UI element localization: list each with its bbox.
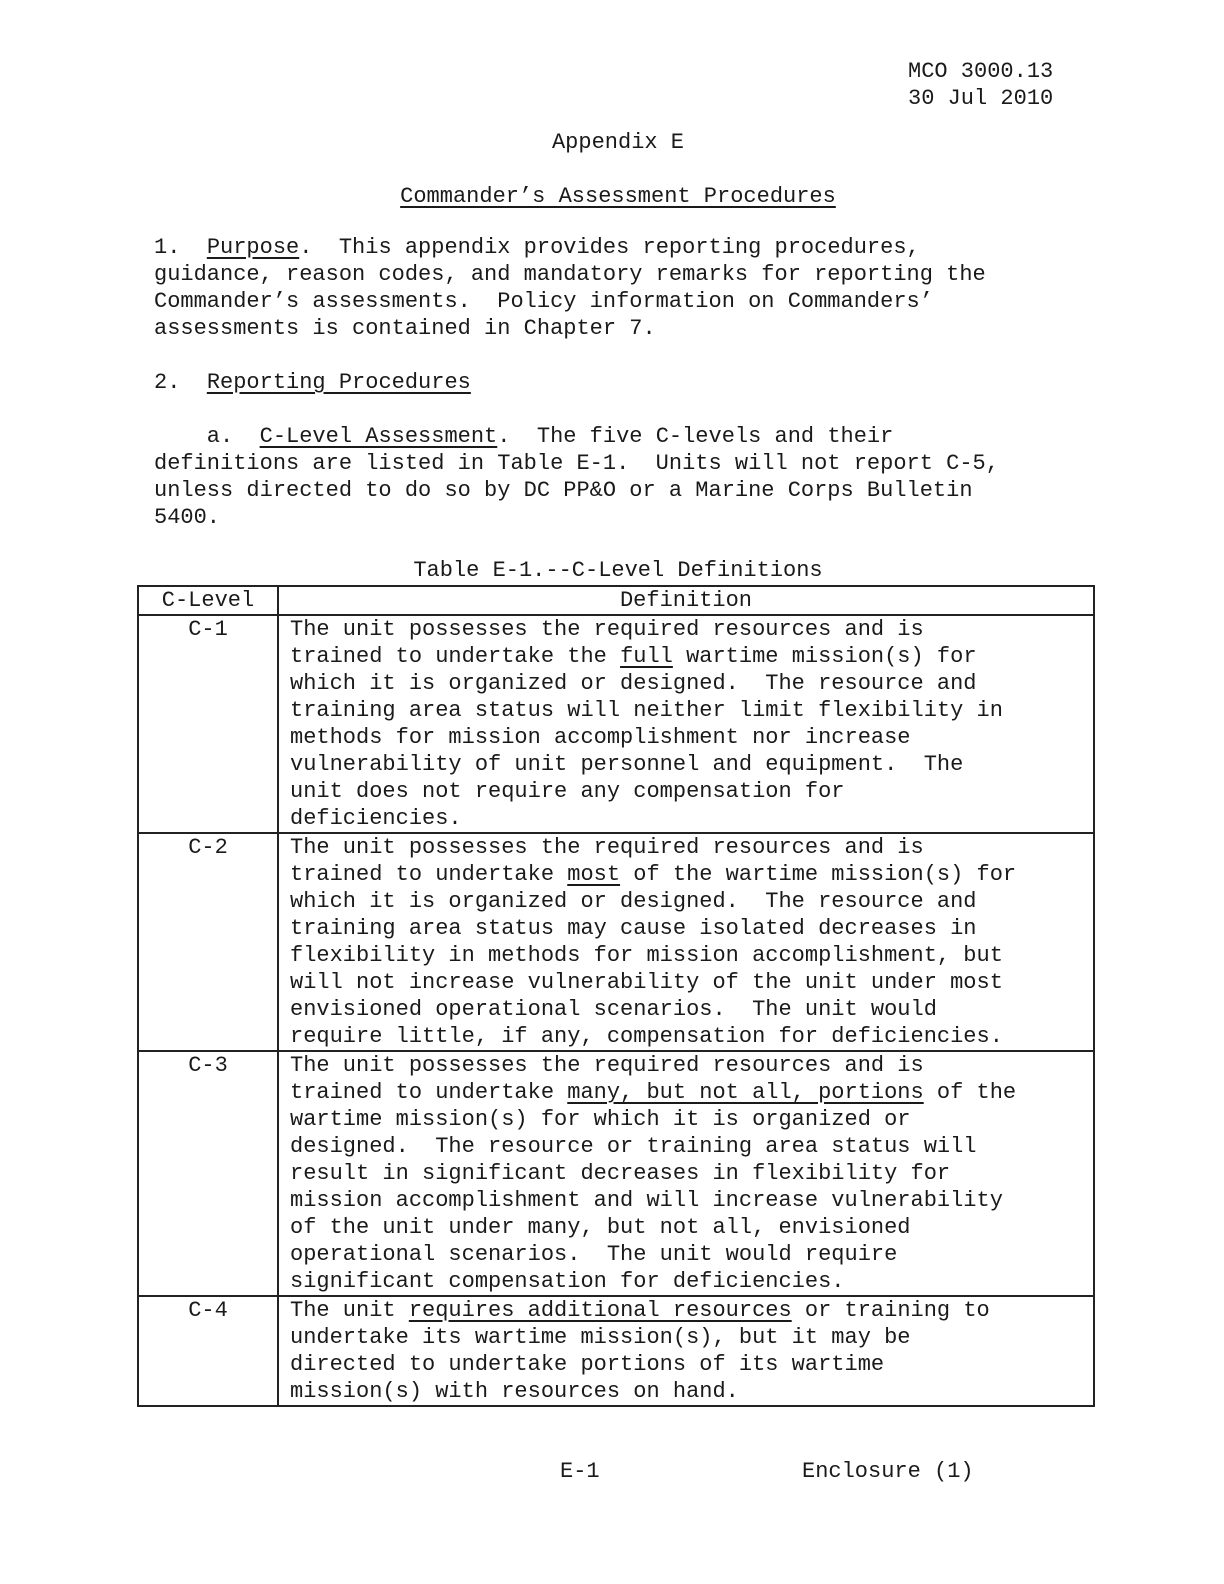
table-row xyxy=(138,615,1094,833)
subsection-heading: C-Level Assessment xyxy=(259,424,498,449)
order-date: 30 Jul 2010 xyxy=(908,86,1054,111)
page-title-text: Commander’s Assessment Procedures xyxy=(400,184,836,209)
definition-emphasis: full xyxy=(620,644,673,669)
c-level-cell: C-2 xyxy=(138,833,278,1051)
enclosure-label: Enclosure (1) xyxy=(802,1459,974,1484)
table-caption: Table E-1.--C-Level Definitions xyxy=(413,558,823,583)
definition-emphasis: most xyxy=(567,862,621,887)
subsection-body: . The five C-levels and their xyxy=(497,424,894,449)
column-header-definition: Definition xyxy=(278,586,1094,615)
definition-text: The unit possesses the required resources and is trained to undertake the xyxy=(290,617,924,669)
table-header-row xyxy=(138,586,1094,615)
definition-text: The unit possesses the required resources and is trained to undertake xyxy=(290,1053,924,1105)
section-purpose xyxy=(154,234,1084,342)
definition-emphasis: many, but not all, portions xyxy=(567,1080,924,1105)
subsection-label: a. xyxy=(154,424,260,449)
section-number: 1. xyxy=(154,235,207,260)
definition-text: The unit xyxy=(290,1298,409,1323)
definition-cell xyxy=(278,1051,1094,1296)
definition-text: of the wartime mission(s) for which it is organized or designed. The resource or training area status will result in significant decreases in flexibility for mission accomplishment and will increase vulnerability of the unit under many, but not all, envisioned operational scenarios. The unit would require significant compensation for deficiencies. xyxy=(290,1080,1017,1294)
subsection-body-rest: definitions are listed in Table E-1. Units will not report C-5, unless directed to do so by DC PP&O or a Marine Corps Bulletin 5400. xyxy=(154,451,999,530)
order-number: MCO 3000.13 xyxy=(908,59,1054,84)
section-body-rest: guidance, reason codes, and mandatory remarks for reporting the Commander’s assessments. Policy information on Commanders’ assessments is contained in Chapter 7. xyxy=(154,262,986,341)
definition-text: of the wartime mission(s) for which it is organized or designed. The resource and training area status may cause isolated decreases in flexibility in methods for mission accomplishment, but will not increase vulnerability of the unit under most envisioned operational scenarios. The unit would require little, if any, compensation for deficiencies. xyxy=(290,862,1017,1049)
page-title xyxy=(0,184,1224,209)
column-header-c-level: C-Level xyxy=(138,586,278,615)
c-level-cell: C-4 xyxy=(138,1296,278,1406)
c-level-cell: C-3 xyxy=(138,1051,278,1296)
subsection-c-level-assessment xyxy=(154,423,1084,531)
appendix-label: Appendix E xyxy=(551,130,685,155)
section-heading: Purpose xyxy=(206,235,300,260)
c-level-cell: C-1 xyxy=(138,615,278,833)
definition-text: The unit possesses the required resources and is trained to undertake xyxy=(290,835,924,887)
page-number: E-1 xyxy=(560,1459,600,1484)
section-reporting-procedures xyxy=(154,369,1084,396)
table-row xyxy=(138,1296,1094,1406)
definition-text: wartime mission(s) for which it is organized or designed. The resource and training area status will neither limit flexibility in methods for mission accomplishment nor increase vulnerability of unit personnel and equipment. The unit does not require any compensation for deficiencies. xyxy=(290,644,1003,831)
section-body: . This appendix provides reporting procedures, xyxy=(299,235,920,260)
c-level-table xyxy=(137,585,1095,1407)
table-row xyxy=(138,833,1094,1051)
definition-text: or training to undertake its wartime mission(s), but it may be directed to undertake portions of its wartime mission(s) with resources on hand. xyxy=(290,1298,990,1404)
section-heading: Reporting Procedures xyxy=(206,370,471,395)
definition-cell xyxy=(278,1296,1094,1406)
table-row xyxy=(138,1051,1094,1296)
definition-emphasis: requires additional resources xyxy=(408,1298,792,1323)
definition-cell xyxy=(278,833,1094,1051)
definition-cell xyxy=(278,615,1094,833)
section-number: 2. xyxy=(154,370,207,395)
document-header xyxy=(908,58,1053,112)
